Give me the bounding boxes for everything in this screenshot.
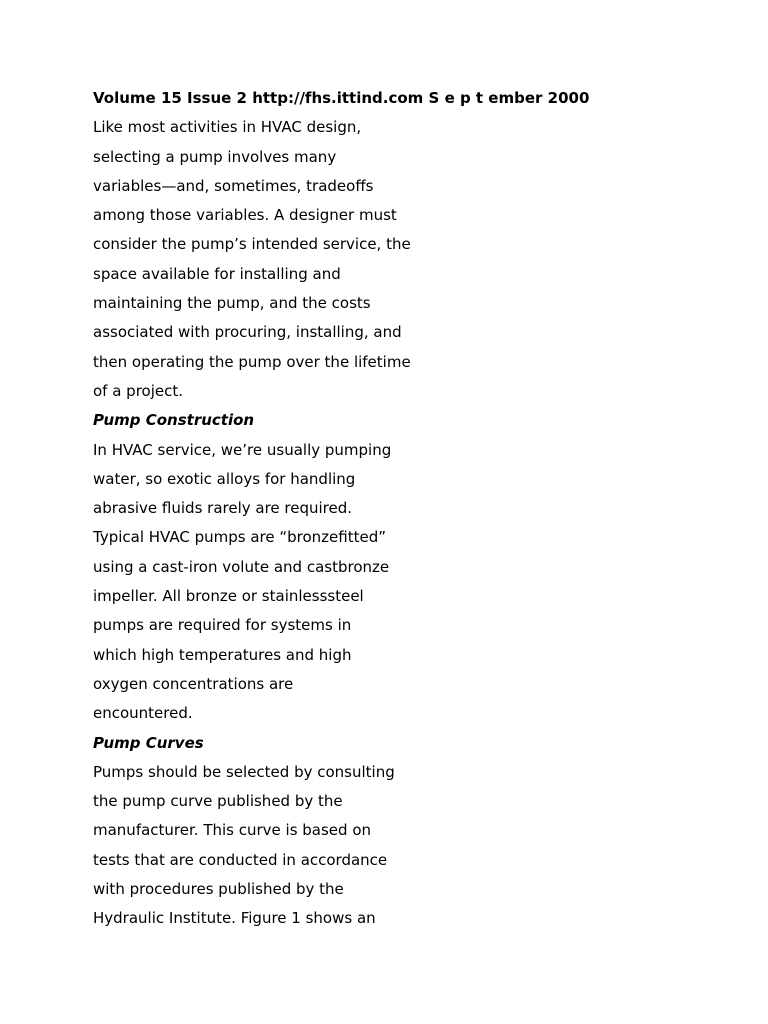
paragraph-line: variables—and, sometimes, tradeoffs <box>93 176 374 195</box>
intro-paragraph <box>93 113 713 406</box>
paragraph-line: tests that are conducted in accordance <box>93 850 388 869</box>
paragraph-line: Like most activities in HVAC design, <box>93 118 362 137</box>
paragraph-line: abrasive fluids rarely are required. <box>93 499 353 518</box>
paragraph-line: which high temperatures and high <box>93 645 352 664</box>
paragraph-line: of a project. <box>93 381 184 400</box>
paragraph-line: space available for installing and <box>93 264 341 283</box>
issue-header: Volume 15 Issue 2 http://fhs.ittind.com S e p t ember 2000 <box>93 89 590 107</box>
paragraph-line: oxygen concentrations are <box>93 674 294 693</box>
paragraph-line: In HVAC service, we’re usually pumping <box>93 440 392 459</box>
document-page <box>93 84 713 934</box>
paragraph-line: with procedures published by the <box>93 880 344 899</box>
section-pump-curves <box>93 729 713 934</box>
section-heading: Pump Curves <box>93 733 204 752</box>
section-pump-construction <box>93 406 713 728</box>
paragraph-line: consider the pump’s intended service, the <box>93 235 411 254</box>
paragraph-line: water, so exotic alloys for handling <box>93 469 356 488</box>
section-heading: Pump Construction <box>93 411 255 430</box>
paragraph-line: Typical HVAC pumps are “bronzefitted” <box>93 528 387 547</box>
paragraph-line: pumps are required for systems in <box>93 616 352 635</box>
paragraph-line: associated with procuring, installing, and <box>93 323 402 342</box>
paragraph-line: the pump curve published by the <box>93 792 343 811</box>
paragraph-line: Pumps should be selected by consulting <box>93 762 395 781</box>
paragraph-line: encountered. <box>93 704 193 723</box>
paragraph-line: then operating the pump over the lifetime <box>93 352 411 371</box>
paragraph-line: maintaining the pump, and the costs <box>93 294 371 313</box>
paragraph-line: impeller. All bronze or stainlesssteel <box>93 587 364 606</box>
paragraph-line: manufacturer. This curve is based on <box>93 821 372 840</box>
paragraph-line: among those variables. A designer must <box>93 206 397 225</box>
paragraph-line: Hydraulic Institute. Figure 1 shows an <box>93 909 376 928</box>
paragraph-line: using a cast-iron volute and castbronze <box>93 557 390 576</box>
paragraph-line: selecting a pump involves many <box>93 147 337 166</box>
